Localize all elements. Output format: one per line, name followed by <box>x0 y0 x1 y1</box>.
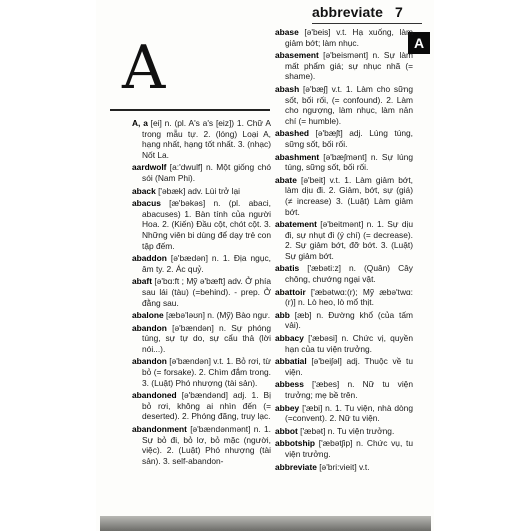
dictionary-entry <box>275 84 413 126</box>
entry-definition: [ə'bɑ:ft ; Mỹ ə'bæft] adv. Ở phía sau lái (tàu) (=behind). - prep. Ở đằng sau. <box>142 276 271 308</box>
entry-headword: abandon <box>132 356 167 367</box>
entry-headword: abbey <box>275 402 300 413</box>
entry-definition: [ei] n. (pl. A's a's [eiz]) 1. Chữ A trong mẫu tự. 2. (lóng) Loại A, hạng nhất, hạng tốt nhất. 3. (nhạc) Nốt La. <box>142 118 271 160</box>
entry-headword: abate <box>275 174 297 185</box>
entry-definition: [ə'bændən] n. Sự phóng túng, sự tự do, sự cẩu thả (lời nói...). <box>142 322 271 354</box>
dictionary-entry <box>132 276 271 308</box>
entry-headword: abb <box>275 309 290 320</box>
dictionary-entry <box>132 424 271 466</box>
entry-headword: abbotship <box>275 438 316 449</box>
dictionary-entry <box>275 50 413 82</box>
running-head <box>312 4 403 20</box>
dictionary-entry <box>132 390 271 422</box>
dictionary-entry <box>275 310 413 331</box>
entry-definition: [æb] n. Đường khổ (của tấm vải). <box>285 309 413 331</box>
entry-headword: abaddon <box>132 253 167 264</box>
dictionary-entry <box>275 263 413 284</box>
dictionary-entry <box>132 356 271 388</box>
entry-definition: ['æbi] n. 1. Tu viện, nhà dòng (=convent). 2. Nữ tu viện. <box>285 402 413 424</box>
entry-definition: ['æbət] n. Tu viện trưởng. <box>297 425 395 436</box>
entry-headword: A, a <box>132 118 148 128</box>
entry-headword: abandoned <box>132 390 177 401</box>
entry-headword: abandon <box>132 322 167 333</box>
dictionary-entry <box>132 253 271 274</box>
dictionary-entry <box>275 287 413 308</box>
entry-definition: [ə'bændən] v.t. 1. Bỏ rơi, từ bỏ (= forsake). 2. Chìm đắm trong. 3. (Luật) Phó nhượng (tài sản). <box>142 356 271 388</box>
entry-definition: [ə'bæʃmənt] n. Sự lúng túng, sững sốt, bối rối. <box>285 151 413 173</box>
dictionary-entry <box>275 175 413 217</box>
entry-definition: [ə'bri:vieit] v.t. <box>316 461 370 472</box>
entry-definition: [æbə'ləʊn] n. (Mỹ) Bào ngư. <box>163 310 271 321</box>
entry-headword: abatis <box>275 263 300 274</box>
entry-headword: abasement <box>275 50 319 61</box>
entry-headword: abash <box>275 83 300 94</box>
dictionary-entry <box>132 118 271 160</box>
entry-definition: ['əbæk] adv. Lùi trở lại <box>155 185 240 196</box>
dictionary-entry <box>275 333 413 354</box>
entry-definition: [ə'bæʃt] adj. Lúng túng, sững sốt, bối rối. <box>285 128 413 149</box>
entry-headword: abatement <box>275 219 317 230</box>
entry-definition: ['æbətwɑ:(r); Mỹ æbə'twɑ:(r)] n. Lò heo, lò mổ thịt. <box>285 286 413 308</box>
entry-headword: abbess <box>275 379 304 390</box>
entry-definition: ['æbətʃip] n. Chức vụ, tu viện trưởng. <box>285 438 413 459</box>
entry-definition: [ə'beis] v.t. Hạ xuống, làm giảm bớt; làm nhục. <box>285 27 413 48</box>
entry-definition: ['æbes] n. Nữ tu viện trưởng; mẹ bề trên. <box>285 379 413 400</box>
entry-headword: abattoir <box>275 286 306 297</box>
entry-headword: abase <box>275 27 299 37</box>
dictionary-entry <box>275 438 413 459</box>
entry-definition: [ə'bændənd] adj. 1. Bị bỏ rơi, không ai nhìn đến (= deserted). 2. Phóng đãng, truy lạc. <box>142 390 271 422</box>
entry-headword: abacus <box>132 198 161 209</box>
entry-definition: [æ'bəkəs] n. (pl. abaci, abacuses) 1. Bàn tính của người Hoa. 2. (Kiến) Đầu cột, chót cột. 3. Những viên bi dùng để dạy trẻ con tập đếm. <box>142 198 271 251</box>
entry-headword: aardwolf <box>132 162 167 173</box>
dictionary-entry <box>132 186 271 197</box>
page-number: 7 <box>395 4 403 20</box>
page-bottom-shadow <box>100 516 431 531</box>
dictionary-entry <box>275 356 413 377</box>
dictionary-entry <box>275 403 413 424</box>
entry-headword: abandonment <box>132 424 187 435</box>
entry-headword: abbreviate <box>275 461 317 472</box>
entry-headword: abashment <box>275 151 320 162</box>
header-rule <box>312 23 422 24</box>
entry-headword: abalone <box>132 310 164 321</box>
entry-definition: [ə'bændənmənt] n. 1. Sự bỏ đi, bỏ lơ, bỏ mặc (người, việc). 2. (Luật) Phó nhượng (tài sản). 3. self-abandon- <box>142 424 271 466</box>
dictionary-entry <box>132 162 271 183</box>
dictionary-entry <box>275 152 413 173</box>
running-head-word: abbreviate <box>312 4 384 20</box>
right-column <box>275 27 413 474</box>
dictionary-entry <box>275 462 413 473</box>
dictionary-entry <box>275 27 413 48</box>
dictionary-entry <box>132 198 271 251</box>
entry-definition: [a:'dwulf] n. Một giống chó sói (Nam Phi). <box>142 162 271 183</box>
entry-definition: ['æbəti:z] n. (Quân) Cây chông, chướng ngại vật. <box>285 263 413 285</box>
entry-definition: [ə'bædən] n. 1. Địa ngục, âm ty. 2. Ác quỷ. <box>142 253 271 274</box>
dictionary-entry <box>132 323 271 355</box>
dictionary-entry <box>132 310 271 321</box>
dictionary-entry <box>275 219 413 261</box>
entry-definition: [ə'bæʃ] v.t. 1. Làm cho sững sốt, bối rối, (= confound). 2. Làm cho ngượng, làm nhục, làm nản chí (= humble). <box>285 83 413 126</box>
entry-definition: ['æbəsi] n. Chức vị, quyền hạn của tu viện trưởng. <box>285 333 413 354</box>
dictionary-entry <box>275 379 413 400</box>
entry-headword: abbatial <box>275 356 307 367</box>
entry-headword: abashed <box>275 128 309 139</box>
section-letter: A <box>122 33 166 103</box>
entry-headword: abaft <box>132 276 153 287</box>
entry-definition: [ə'beismənt] n. Sự làm mất phẩm giá; sự nhục nhã (= shame). <box>285 50 413 82</box>
section-letter-rule <box>110 109 270 111</box>
entry-definition: [ə'beitmənt] n. 1. Sự dịu đi, sự nhụt đi (ý chí) (= decrease). 2. Sự giảm bớt, đỡ bớt. 3. (Luật) Sự giảm bớt. <box>285 219 413 261</box>
entry-definition: [ə'beit] v.t. 1. Làm giảm bớt, làm dịu đi. 2. Giảm, bớt, sự (giá) (≠ increase) 3. (Luật) Làm giảm bớt. <box>285 174 413 217</box>
thumb-index-tab[interactable]: A <box>408 32 430 54</box>
entry-headword: abbacy <box>275 333 304 344</box>
left-column <box>132 118 271 468</box>
dictionary-entry <box>275 128 413 149</box>
dictionary-entry <box>275 426 413 437</box>
entry-headword: aback <box>132 185 156 196</box>
entry-definition: [ə'beiʃəl] adj. Thuộc về tu viện. <box>285 356 413 377</box>
entry-headword: abbot <box>275 425 298 436</box>
